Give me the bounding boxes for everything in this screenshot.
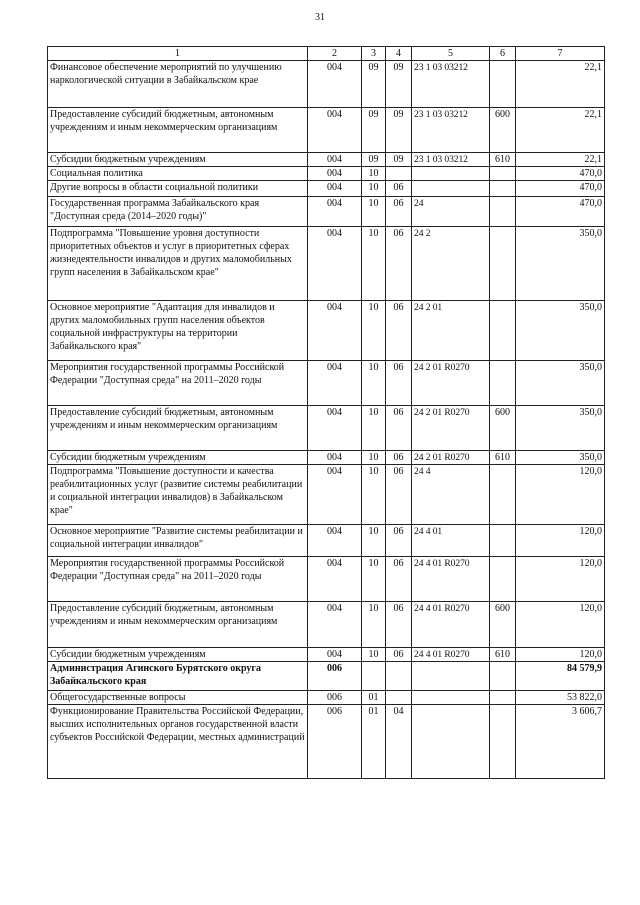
- row-section: 10: [362, 602, 386, 648]
- row-name: Подпрограмма "Повышение уровня доступности приоритетных объектов и услуг в приоритетных сферах жизнедеятельности инвалидов и других маломобильных групп населения в Забайкальском крае": [48, 227, 308, 301]
- table-row: [48, 525, 605, 557]
- row-expense-type: 610: [490, 153, 516, 167]
- row-section: 10: [362, 557, 386, 602]
- row-admin-code: 006: [308, 691, 362, 705]
- row-admin-code: 004: [308, 181, 362, 197]
- row-name: Социальная политика: [48, 167, 308, 181]
- row-section: [362, 662, 386, 691]
- row-section: 10: [362, 465, 386, 525]
- row-admin-code: 004: [308, 227, 362, 301]
- row-admin-code: 006: [308, 662, 362, 691]
- row-expense-type: 610: [490, 648, 516, 662]
- row-section: 01: [362, 691, 386, 705]
- table-row: [48, 227, 605, 301]
- row-amount: 84 579,9: [516, 662, 605, 691]
- row-expense-type: [490, 167, 516, 181]
- row-expense-type: [490, 662, 516, 691]
- row-expense-type: 610: [490, 451, 516, 465]
- table-row: [48, 557, 605, 602]
- row-subsection: 06: [386, 227, 412, 301]
- row-subsection: 06: [386, 465, 412, 525]
- row-target-code: 23 1 03 03212: [412, 153, 490, 167]
- row-admin-code: 004: [308, 465, 362, 525]
- row-section: 10: [362, 167, 386, 181]
- row-name: Функционирование Правительства Российской Федерации, высших исполнительных органов государственной власти субъектов Российской Федерации, местных администраций: [48, 705, 308, 779]
- row-expense-type: [490, 557, 516, 602]
- table-row: [48, 361, 605, 406]
- row-subsection: [386, 691, 412, 705]
- row-section: 09: [362, 153, 386, 167]
- row-expense-type: [490, 705, 516, 779]
- row-admin-code: 004: [308, 61, 362, 108]
- row-admin-code: 004: [308, 557, 362, 602]
- row-target-code: [412, 691, 490, 705]
- row-subsection: 06: [386, 361, 412, 406]
- table-row: [48, 197, 605, 227]
- row-target-code: 24 4: [412, 465, 490, 525]
- row-section: 10: [362, 451, 386, 465]
- row-subsection: 06: [386, 301, 412, 361]
- row-name: Подпрограмма "Повышение доступности и качества реабилитационных услуг (развитие системы реабилитации и социальной интеграции инвалидов) в Забайкальском крае": [48, 465, 308, 525]
- row-section: 09: [362, 108, 386, 153]
- row-expense-type: [490, 361, 516, 406]
- col-header-5: 5: [412, 47, 490, 61]
- row-name: Государственная программа Забайкальского края "Доступная среда (2014–2020 годы)": [48, 197, 308, 227]
- col-header-3: 3: [362, 47, 386, 61]
- row-expense-type: [490, 197, 516, 227]
- row-amount: 350,0: [516, 451, 605, 465]
- row-amount: 350,0: [516, 361, 605, 406]
- col-header-1: 1: [48, 47, 308, 61]
- row-subsection: 06: [386, 197, 412, 227]
- row-target-code: 23 1 03 03212: [412, 108, 490, 153]
- table-row: [48, 301, 605, 361]
- col-header-4: 4: [386, 47, 412, 61]
- row-section: 01: [362, 705, 386, 779]
- row-target-code: [412, 167, 490, 181]
- row-subsection: 06: [386, 406, 412, 451]
- row-target-code: 23 1 03 03212: [412, 61, 490, 108]
- row-expense-type: [490, 301, 516, 361]
- row-subsection: [386, 662, 412, 691]
- row-name: Субсидии бюджетным учреждениям: [48, 153, 308, 167]
- row-admin-code: 006: [308, 705, 362, 779]
- row-name: Основное мероприятие "Развитие системы реабилитации и социальной интеграции инвалидов": [48, 525, 308, 557]
- row-name: Предоставление субсидий бюджетным, автономным учреждениям и иным некоммерческим организациям: [48, 602, 308, 648]
- row-amount: 350,0: [516, 227, 605, 301]
- row-section: 09: [362, 61, 386, 108]
- row-amount: 3 606,7: [516, 705, 605, 779]
- row-subsection: 04: [386, 705, 412, 779]
- row-target-code: 24 2 01 R0270: [412, 451, 490, 465]
- row-section: 10: [362, 181, 386, 197]
- row-name: Субсидии бюджетным учреждениям: [48, 451, 308, 465]
- row-name: Администрация Агинского Бурятского округа Забайкальского края: [48, 662, 308, 691]
- row-target-code: 24: [412, 197, 490, 227]
- row-name: Мероприятия государственной программы Российской Федерации "Доступная среда" на 2011–2020 годы: [48, 557, 308, 602]
- row-section: 10: [362, 525, 386, 557]
- row-target-code: 24 4 01 R0270: [412, 602, 490, 648]
- row-amount: 53 822,0: [516, 691, 605, 705]
- table-row: [48, 648, 605, 662]
- row-admin-code: 004: [308, 167, 362, 181]
- row-amount: 120,0: [516, 648, 605, 662]
- row-expense-type: [490, 181, 516, 197]
- table-row: [48, 153, 605, 167]
- row-admin-code: 004: [308, 451, 362, 465]
- row-amount: 120,0: [516, 465, 605, 525]
- row-amount: 350,0: [516, 301, 605, 361]
- row-amount: 22,1: [516, 108, 605, 153]
- col-header-6: 6: [490, 47, 516, 61]
- row-subsection: 06: [386, 451, 412, 465]
- row-subsection: [386, 167, 412, 181]
- table-row: [48, 167, 605, 181]
- row-subsection: 06: [386, 181, 412, 197]
- table-row: [48, 451, 605, 465]
- table-row: [48, 61, 605, 108]
- row-subsection: 06: [386, 602, 412, 648]
- table-row: [48, 662, 605, 691]
- row-section: 10: [362, 301, 386, 361]
- table-row: [48, 602, 605, 648]
- table-body: [48, 61, 605, 779]
- row-subsection: 09: [386, 61, 412, 108]
- row-amount: 120,0: [516, 602, 605, 648]
- row-expense-type: 600: [490, 406, 516, 451]
- row-section: 10: [362, 197, 386, 227]
- row-expense-type: [490, 227, 516, 301]
- row-amount: 120,0: [516, 525, 605, 557]
- row-amount: 470,0: [516, 167, 605, 181]
- row-name: Финансовое обеспечение мероприятий по улучшению наркологической ситуации в Забайкальском крае: [48, 61, 308, 108]
- row-admin-code: 004: [308, 301, 362, 361]
- budget-table: [47, 46, 605, 779]
- table-row: [48, 108, 605, 153]
- row-amount: 22,1: [516, 61, 605, 108]
- row-target-code: 24 4 01 R0270: [412, 648, 490, 662]
- row-expense-type: [490, 525, 516, 557]
- row-expense-type: [490, 61, 516, 108]
- row-admin-code: 004: [308, 361, 362, 406]
- row-name: Предоставление субсидий бюджетным, автономным учреждениям и иным некоммерческим организациям: [48, 108, 308, 153]
- col-header-7: 7: [516, 47, 605, 61]
- table-row: [48, 691, 605, 705]
- page-number: 31: [315, 12, 325, 23]
- row-admin-code: 004: [308, 602, 362, 648]
- row-expense-type: 600: [490, 602, 516, 648]
- row-admin-code: 004: [308, 197, 362, 227]
- row-expense-type: [490, 691, 516, 705]
- row-expense-type: 600: [490, 108, 516, 153]
- row-name: Общегосударственные вопросы: [48, 691, 308, 705]
- row-target-code: 24 2 01: [412, 301, 490, 361]
- row-subsection: 06: [386, 648, 412, 662]
- col-header-2: 2: [308, 47, 362, 61]
- row-target-code: 24 4 01: [412, 525, 490, 557]
- table-row: [48, 705, 605, 779]
- table-header-row: [48, 47, 605, 61]
- row-amount: 470,0: [516, 197, 605, 227]
- row-amount: 22,1: [516, 153, 605, 167]
- row-target-code: [412, 662, 490, 691]
- row-admin-code: 004: [308, 648, 362, 662]
- table-row: [48, 181, 605, 197]
- row-target-code: [412, 705, 490, 779]
- row-target-code: 24 2 01 R0270: [412, 406, 490, 451]
- row-name: Другие вопросы в области социальной политики: [48, 181, 308, 197]
- row-subsection: 06: [386, 525, 412, 557]
- row-admin-code: 004: [308, 108, 362, 153]
- row-section: 10: [362, 406, 386, 451]
- row-subsection: 09: [386, 108, 412, 153]
- row-name: Мероприятия государственной программы Российской Федерации "Доступная среда" на 2011–2020 годы: [48, 361, 308, 406]
- row-subsection: 06: [386, 557, 412, 602]
- row-section: 10: [362, 227, 386, 301]
- row-amount: 350,0: [516, 406, 605, 451]
- row-amount: 120,0: [516, 557, 605, 602]
- row-name: Предоставление субсидий бюджетным, автономным учреждениям и иным некоммерческим организациям: [48, 406, 308, 451]
- row-section: 10: [362, 648, 386, 662]
- row-expense-type: [490, 465, 516, 525]
- table-row: [48, 465, 605, 525]
- row-target-code: 24 2: [412, 227, 490, 301]
- row-admin-code: 004: [308, 406, 362, 451]
- row-target-code: [412, 181, 490, 197]
- row-target-code: 24 2 01 R0270: [412, 361, 490, 406]
- row-name: Субсидии бюджетным учреждениям: [48, 648, 308, 662]
- row-section: 10: [362, 361, 386, 406]
- row-target-code: 24 4 01 R0270: [412, 557, 490, 602]
- row-name: Основное мероприятие "Адаптация для инвалидов и других маломобильных групп населения объектов социальной инфраструктуры на территории Забайкальского края": [48, 301, 308, 361]
- row-admin-code: 004: [308, 153, 362, 167]
- table-row: [48, 406, 605, 451]
- row-amount: 470,0: [516, 181, 605, 197]
- row-subsection: 09: [386, 153, 412, 167]
- row-admin-code: 004: [308, 525, 362, 557]
